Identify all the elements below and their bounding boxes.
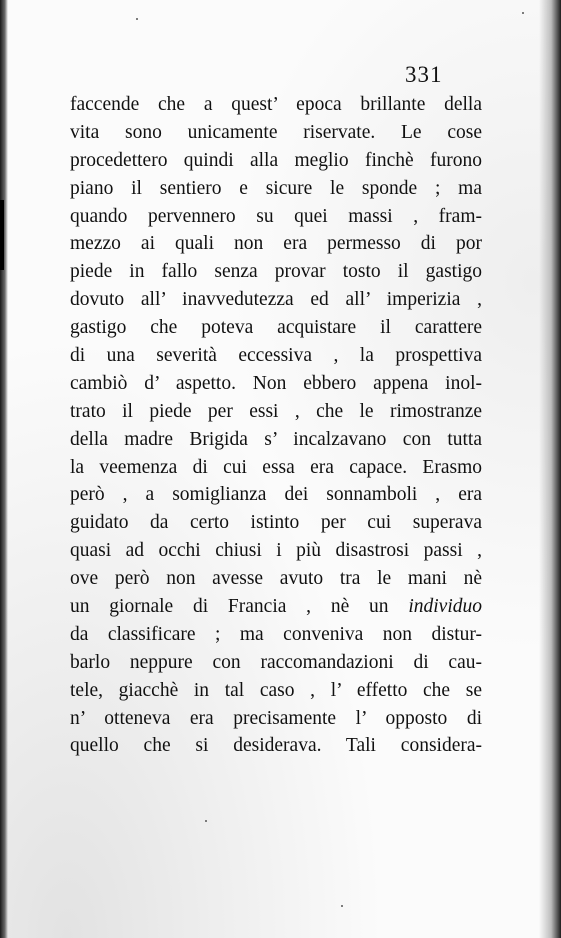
binding-mark: [0, 200, 4, 270]
italic-word: individuo: [408, 596, 482, 618]
page-right-edge-shadow: [539, 0, 561, 938]
text-line: trato il piede per essi , che le rimostranze: [70, 400, 482, 422]
page-number: 331: [405, 62, 443, 87]
text-line: procedettero quindi alla meglio finchè furono: [70, 149, 482, 171]
text-line-with-italic: [70, 593, 482, 621]
text-line: tele, giacchè in tal caso , l’ effetto che se: [70, 679, 482, 701]
text-line: quasi ad occhi chiusi i più disastrosi passi ,: [70, 540, 482, 562]
text-line: ove però non avesse avuto tra le mani nè: [70, 568, 482, 590]
text-line: piano il sentiero e sicure le sponde ; ma: [70, 177, 482, 199]
page-left-binding-edge: [0, 0, 8, 938]
text-line: faccende che a quest’ epoca brillante della: [70, 94, 482, 115]
text-line: mezzo ai quali non era permesso di por: [70, 233, 482, 255]
text-line: gastigo che poteva acquistare il carattere: [70, 317, 482, 339]
paper-speck: [341, 905, 343, 907]
paper-speck: [205, 820, 207, 822]
paper-speck: [522, 12, 524, 14]
text-line: quando pervennero su quei massi , fram-: [70, 205, 482, 227]
text-line: n’ otteneva era precisamente l’ opposto di: [70, 707, 482, 729]
text-line: però , a somiglianza dei sonnamboli , era: [70, 484, 482, 506]
text-line: piede in fallo senza provar tosto il gastigo: [70, 261, 482, 283]
paper-speck: [136, 18, 138, 20]
text-line: di una severità eccessiva , la prospettiva: [70, 345, 482, 367]
text-line: della madre Brigida s’ incalzavano con tutta: [70, 428, 482, 450]
text-line: la veemenza di cui essa era capace. Erasmo: [70, 456, 482, 478]
text-line: dovuto all’ inavvedutezza ed all’ imperizia ,: [70, 289, 482, 311]
text-line: da classificare ; ma conveniva non distur-: [70, 623, 482, 645]
text-line: vita sono unicamente riservate. Le cose: [70, 121, 482, 143]
text-line: guidato da certo istinto per cui superava: [70, 512, 482, 534]
text-line: cambiò d’ aspetto. Non ebbero appena inol-: [70, 372, 482, 394]
text-line: barlo neppure con raccomandazioni di cau-: [70, 651, 482, 673]
text-line: quello che si desiderava. Tali considera-: [70, 735, 482, 757]
text-segment: un giornale di Francia , nè un: [70, 596, 409, 618]
body-text: [70, 91, 482, 760]
